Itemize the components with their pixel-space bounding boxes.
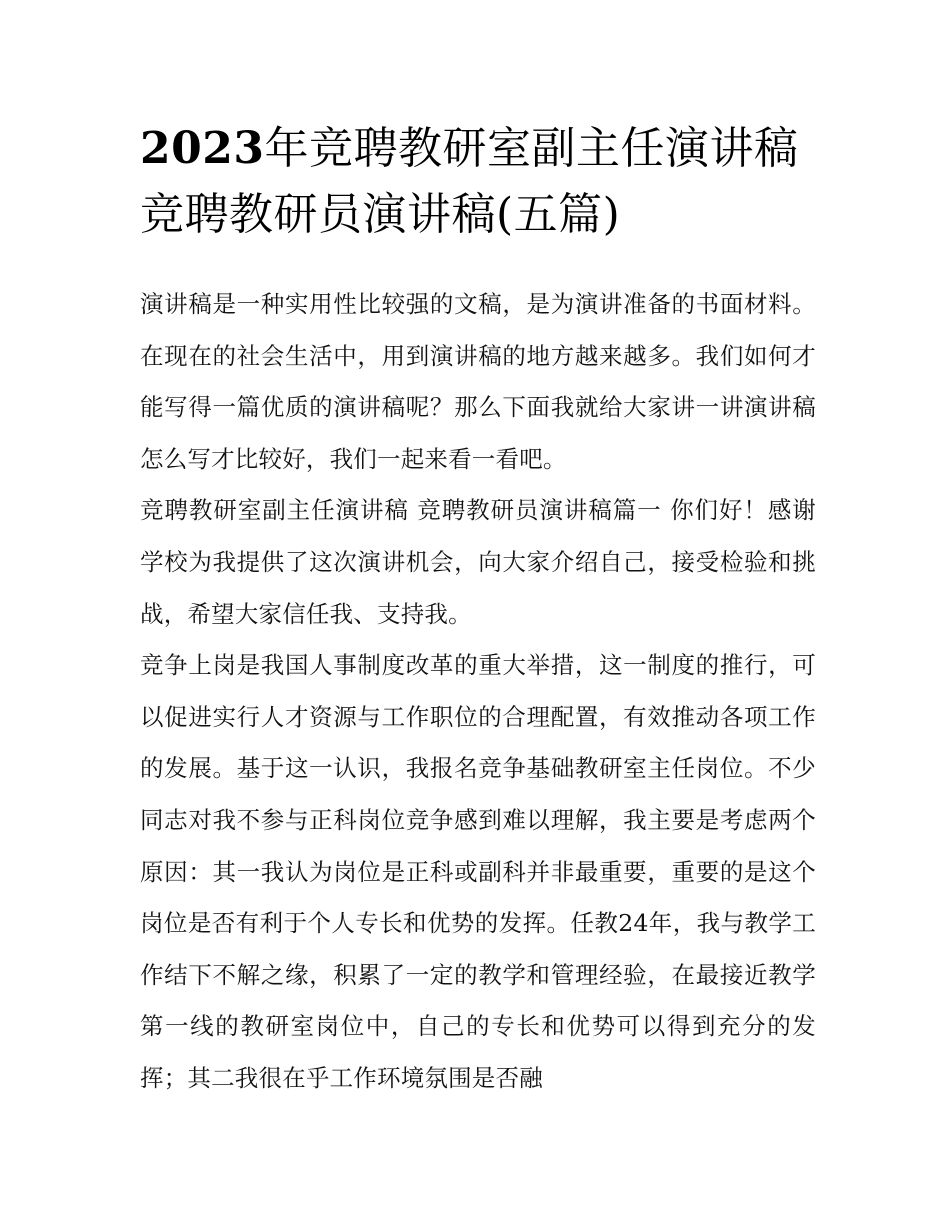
document-title — [140, 116, 820, 248]
document-body — [140, 279, 816, 1105]
title-year: 2023 — [140, 123, 265, 174]
paragraph-intro: 演讲稿是一种实用性比较强的文稿，是为演讲准备的书面材料。在现在的社会生活中，用到演讲稿的地方越来越多。我们如何才能写得一篇优质的演讲稿呢？那么下面我就给大家讲一讲演讲稿怎么写才比较好，我们一起来看一看吧。 — [140, 290, 816, 473]
paragraph-greeting: 竞聘教研室副主任演讲稿 竞聘教研员演讲稿篇一 你们好！感谢学校为我提供了这次演讲机会，向大家介绍自己，接受检验和挑战，希望大家信任我、支持我。 — [140, 496, 816, 628]
title-text: 年竞聘教研室副主任演讲稿 竞聘教研员演讲稿(五篇) — [140, 123, 799, 240]
paragraph-main: 竞争上岗是我国人事制度改革的重大举措，这一制度的推行，可以促进实行人才资源与工作职位的合理配置，有效推动各项工作的发展。基于这一认识，我报名竞争基础教研室主任岗位。不少同志对我不参与正科岗位竞争感到难以理解，我主要是考虑两个原因：其一我认为岗位是正科或副科并非最重要，重要的是这个岗位是否有利于个人专长和优势的发挥。任教24年，我与教学工作结下不解之缘，积累了一定的教学和管理经验，在最接近教学第一线的教研室岗位中，自己的专长和优势可以得到充分的发挥；其二我很在乎工作环境氛围是否融 — [140, 651, 816, 1092]
